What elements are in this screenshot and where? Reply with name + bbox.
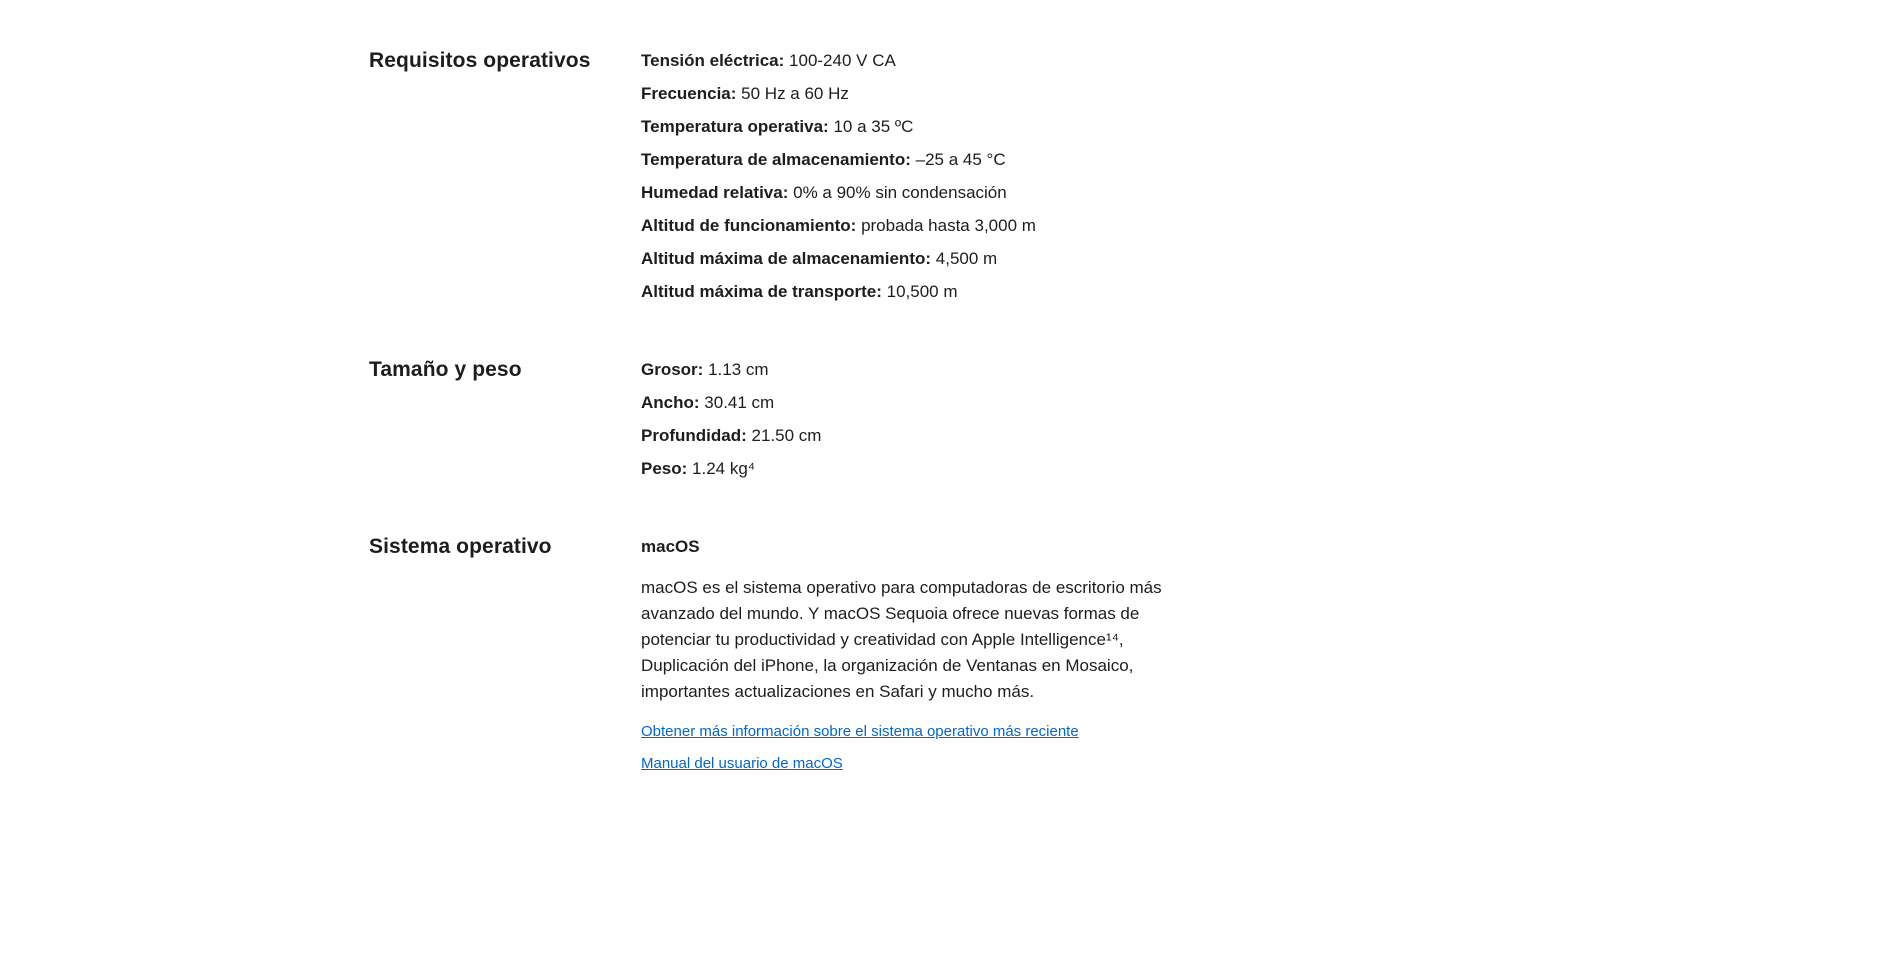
spec-line-max-shipping-altitude bbox=[641, 275, 1579, 308]
spec-label: Grosor: bbox=[641, 360, 704, 379]
spec-value: 4,500 m bbox=[935, 249, 998, 268]
spec-line-relative-humidity bbox=[641, 176, 1579, 209]
macos-user-guide-link[interactable]: Manual del usuario de macOS bbox=[641, 755, 843, 772]
spec-label: Temperatura de almacenamiento: bbox=[641, 150, 911, 169]
spec-label: Altitud máxima de transporte: bbox=[641, 282, 882, 301]
spec-line-operating-temperature bbox=[641, 110, 1579, 143]
spec-line-max-storage-altitude bbox=[641, 242, 1579, 275]
section-operating-requirements bbox=[369, 44, 1579, 308]
spec-label: Temperatura operativa: bbox=[641, 117, 829, 136]
spec-value: 30.41 cm bbox=[704, 393, 775, 412]
spec-value: 1.13 cm bbox=[708, 360, 769, 379]
spec-line-operating-altitude bbox=[641, 209, 1579, 242]
spec-line-width bbox=[641, 386, 1579, 419]
spec-label: Frecuencia: bbox=[641, 84, 737, 103]
spec-label: Ancho: bbox=[641, 393, 700, 412]
spec-label: Altitud máxima de almacenamiento: bbox=[641, 249, 932, 268]
section-size-and-weight bbox=[369, 353, 1579, 485]
spec-label: Humedad relativa: bbox=[641, 183, 789, 202]
spec-label: Peso: bbox=[641, 459, 688, 478]
spec-value: 1.24 kg⁴ bbox=[692, 459, 756, 478]
section-body bbox=[641, 353, 1579, 485]
spec-line-height bbox=[641, 353, 1579, 386]
spec-value: 21.50 cm bbox=[751, 426, 822, 445]
spec-line-storage-temperature bbox=[641, 143, 1579, 176]
spec-line-frequency bbox=[641, 77, 1579, 110]
spec-value: probada hasta 3,000 m bbox=[861, 216, 1036, 235]
spec-value: 10,500 m bbox=[886, 282, 958, 301]
os-description: macOS es el sistema operativo para computadoras de escritorio más avanzado del mundo. Y macOS Sequoia ofrece nuevas formas de potenciar tu productividad y creatividad con Apple Intelligence¹⁴, Duplicación del iPhone, la organización de Ventanas en Mosaico, importantes actualizaciones en Safari y mucho más. bbox=[641, 578, 1162, 701]
section-body bbox=[641, 44, 1579, 308]
section-operating-system bbox=[369, 530, 1579, 774]
spec-line-weight bbox=[641, 452, 1579, 485]
spec-value: 50 Hz a 60 Hz bbox=[741, 84, 849, 103]
spec-line-voltage bbox=[641, 44, 1579, 77]
spec-value: –25 a 45 °C bbox=[915, 150, 1006, 169]
tech-specs-content bbox=[369, 44, 1579, 819]
os-name: macOS bbox=[641, 537, 700, 556]
spec-value: 10 a 35 ºC bbox=[833, 117, 914, 136]
spec-label: Profundidad: bbox=[641, 426, 747, 445]
spec-value: 0% a 90% sin condensación bbox=[793, 183, 1007, 202]
link-row bbox=[641, 754, 1579, 774]
section-title-size-and-weight: Tamaño y peso bbox=[369, 358, 522, 381]
spec-line-depth bbox=[641, 419, 1579, 452]
link-row bbox=[641, 722, 1579, 742]
spec-label: Tensión eléctrica: bbox=[641, 51, 785, 70]
section-title-operating-system: Sistema operativo bbox=[369, 535, 552, 558]
section-title-operating-requirements: Requisitos operativos bbox=[369, 49, 591, 72]
section-body bbox=[641, 530, 1579, 774]
learn-more-os-link[interactable]: Obtener más información sobre el sistema operativo más reciente bbox=[641, 723, 1079, 740]
spec-label: Altitud de funcionamiento: bbox=[641, 216, 857, 235]
spec-value: 100-240 V CA bbox=[789, 51, 896, 70]
